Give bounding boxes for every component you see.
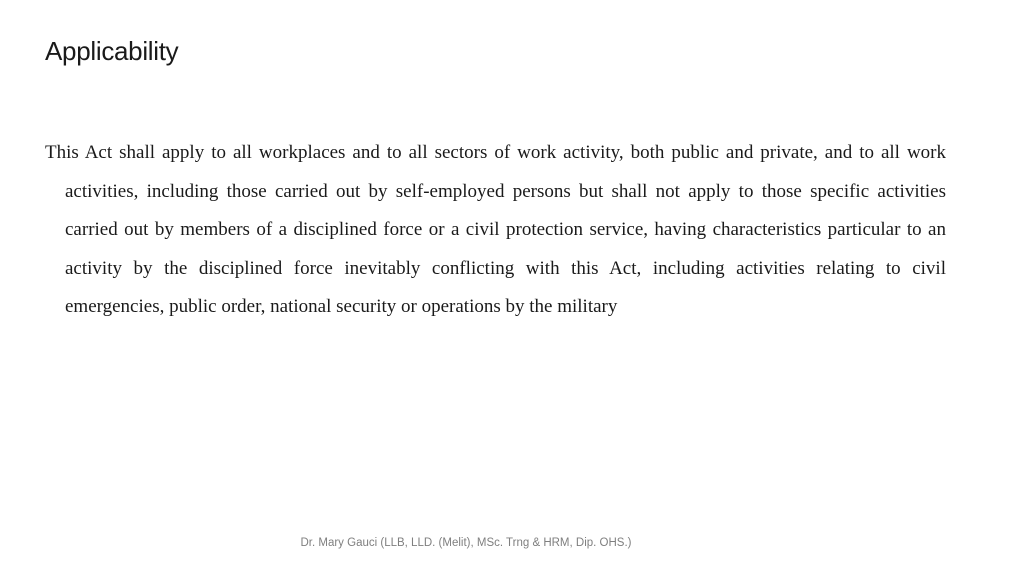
slide-body-text: This Act shall apply to all workplaces and to all sectors of work activity, both public and private, and to all work activities, including those carried out by self-employed persons but shall not apply to those specific activities carried out by members of a disciplined force or a civil protection service, having characteristics particular to an activity by the disciplined force inevitably conflicting with this Act, including activities relating to civil emergencies, public order, national security or operations by the military [45,142,946,317]
slide-footer: Dr. Mary Gauci (LLB, LLD. (Melit), MSc. Trng & HRM, Dip. OHS.) [300,537,632,549]
slide-title: Applicability [45,36,179,66]
